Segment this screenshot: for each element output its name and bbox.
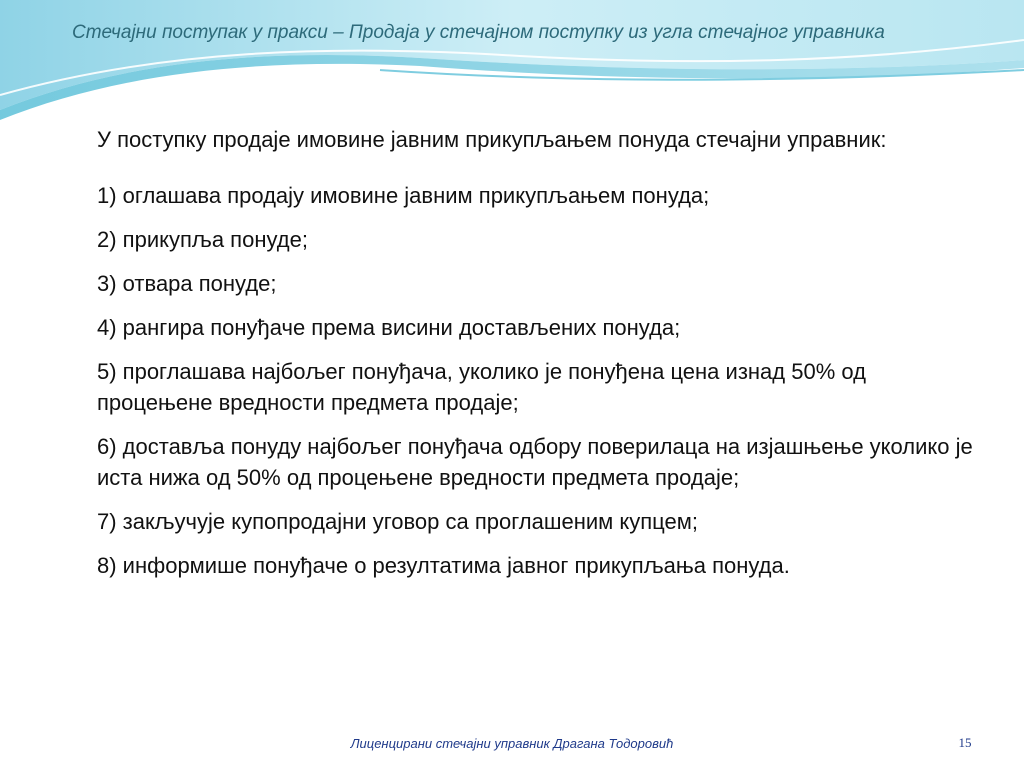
list-item: 7) закључује купопродајни уговор са проглашеним купцем; — [97, 509, 699, 534]
footer-author: Лиценцирани стечајни управник Драгана Тодоровић — [350, 736, 674, 751]
header-wave-decoration — [0, 0, 1024, 140]
slide-title: Стечајни поступак у пракси – Продаја у стечајном поступку из угла стечајног управника — [72, 22, 885, 43]
intro-paragraph: У поступку продаје имовине јавним прикупљањем понуда стечајни управник: — [97, 127, 887, 152]
list-item: 6) доставља понуду најбољег понуђача одбору поверилаца на изјашњење уколико је иста нижа од 50% од процењене вредности предмета продаје; — [97, 434, 973, 490]
list-item: 3) отвара понуде; — [97, 271, 277, 296]
list-item: 4) рангира понуђаче према висини достављених понуда; — [97, 315, 681, 340]
list-item: 2) прикупља понуде; — [97, 227, 308, 252]
list-item: 8) информише понуђаче о резултатима јавног прикупљања понуда. — [97, 553, 790, 578]
list-item: 5) проглашава најбољег понуђача, уколико је понуђена цена изнад 50% од процењене вредности предмета продаје; — [97, 359, 866, 415]
page-number: 15 — [958, 735, 972, 750]
list-item: 1) оглашава продају имовине јавним прикупљањем понуда; — [97, 183, 710, 208]
slide-content — [97, 124, 977, 594]
